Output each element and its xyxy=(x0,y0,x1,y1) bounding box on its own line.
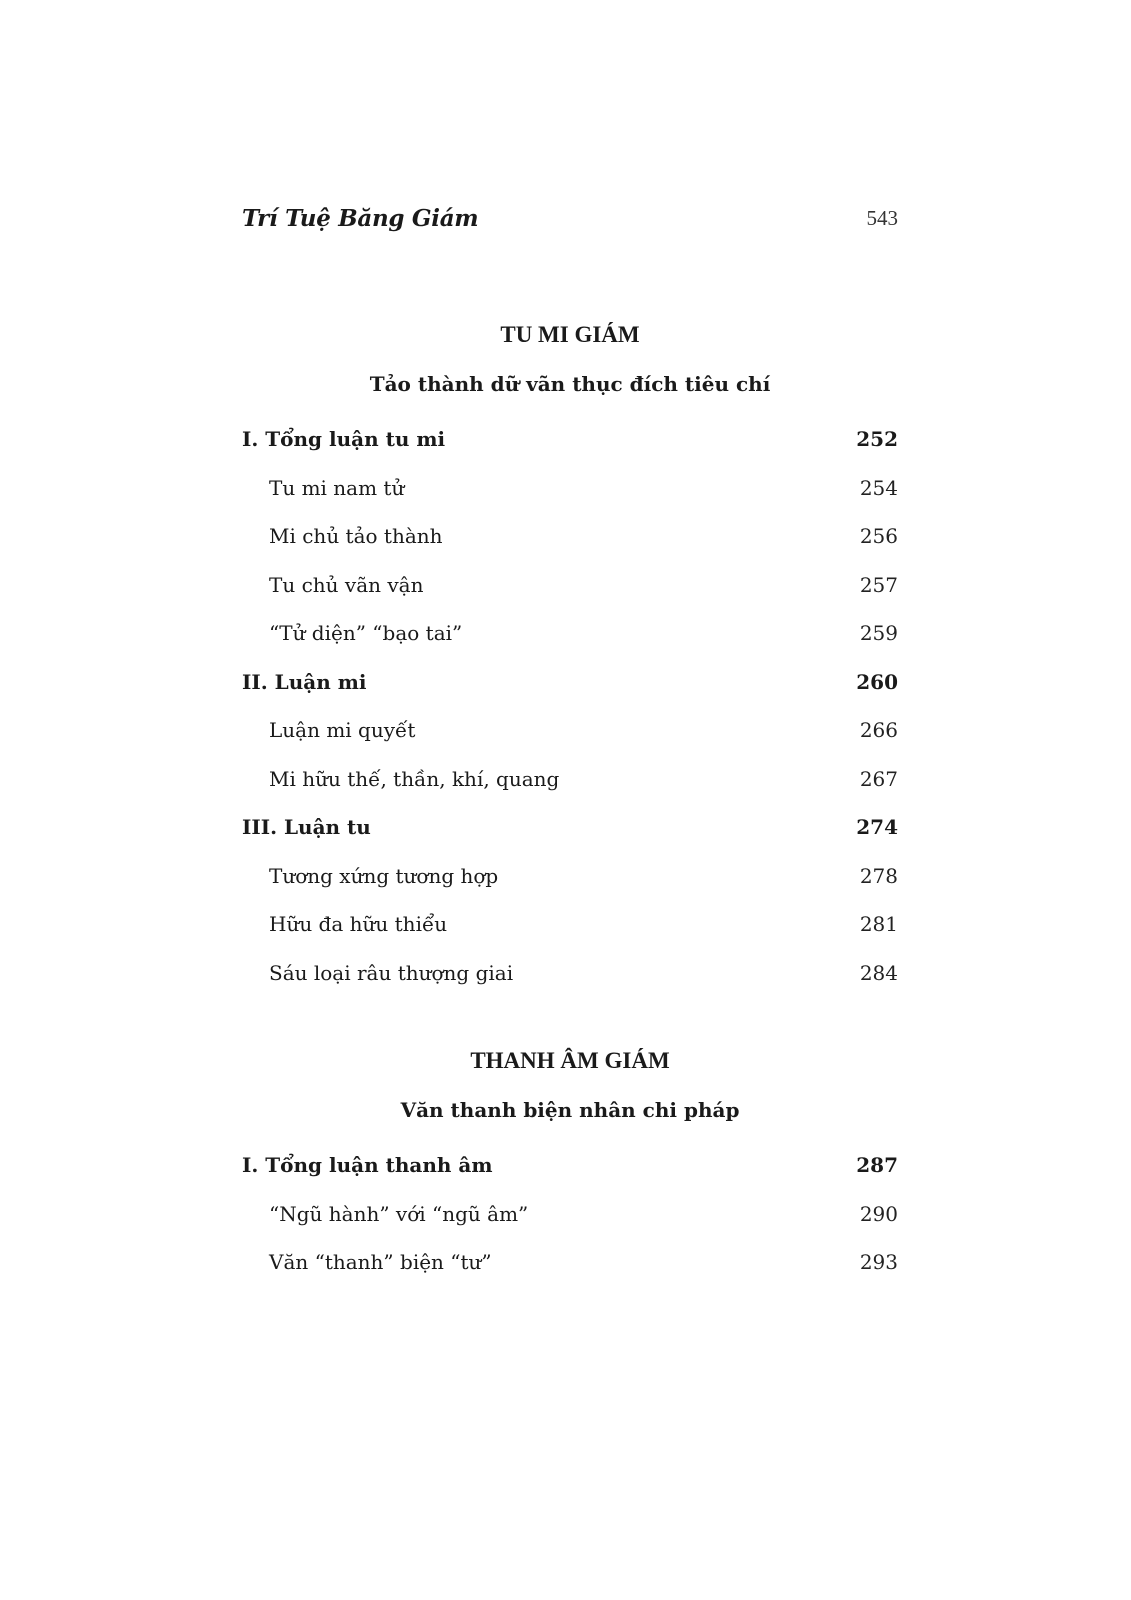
toc-entry-label: Mi chủ tảo thành xyxy=(269,524,443,549)
toc-entry-page: 281 xyxy=(859,912,898,937)
toc-entry-page: 287 xyxy=(856,1153,898,1178)
toc-entry-page: 259 xyxy=(859,621,898,646)
toc-entry-label: I. Tổng luận thanh âm xyxy=(242,1153,493,1178)
toc-entry-label: Mi hữu thế, thần, khí, quang xyxy=(269,766,560,791)
section-subtitle: Văn thanh biện nhân chi pháp xyxy=(400,1098,740,1122)
toc-list xyxy=(242,1141,898,1287)
toc-entry-label: Tu mi nam tử xyxy=(269,475,405,500)
toc-entry[interactable] xyxy=(242,900,898,949)
toc-entry[interactable] xyxy=(242,852,898,901)
toc-entry-label: Sáu loại râu thượng giai xyxy=(269,960,514,985)
toc-entry-page: 266 xyxy=(859,718,898,743)
toc-entry[interactable] xyxy=(242,706,898,755)
toc-entry[interactable] xyxy=(242,658,898,707)
toc-entry-page: 260 xyxy=(856,669,898,694)
toc-entry[interactable] xyxy=(242,949,898,998)
toc-entry-label: Hữu đa hữu thiểu xyxy=(269,912,448,937)
book-title: Trí Tuệ Băng Giám xyxy=(242,204,479,232)
toc-entry[interactable] xyxy=(242,464,898,513)
toc-list xyxy=(242,415,898,997)
toc-entry-page: 274 xyxy=(856,815,898,840)
toc-entry-label: Luận mi quyết xyxy=(269,718,416,743)
toc-entry-page: 252 xyxy=(856,427,898,452)
toc-entry-label: II. Luận mi xyxy=(242,669,367,694)
toc-entry-label: Tương xứng tương hợp xyxy=(269,863,499,888)
toc-entry[interactable] xyxy=(242,803,898,852)
toc-entry-page: 284 xyxy=(859,960,898,985)
page-number: 543 xyxy=(866,205,898,230)
toc-entry-label: Tu chủ vãn vận xyxy=(269,572,424,597)
toc-entry-page: 267 xyxy=(859,766,898,791)
toc-entry[interactable] xyxy=(242,1190,898,1239)
toc-entry-page: 290 xyxy=(859,1201,898,1226)
toc-entry[interactable] xyxy=(242,609,898,658)
toc-entry[interactable] xyxy=(242,1238,898,1287)
section-subtitle: Tảo thành dữ vãn thục đích tiêu chí xyxy=(369,372,771,396)
toc-entry-label: Văn “thanh” biện “tư” xyxy=(269,1250,492,1275)
toc-entry-label: III. Luận tu xyxy=(242,815,371,840)
toc-entry[interactable] xyxy=(242,755,898,804)
toc-entry-page: 293 xyxy=(859,1250,898,1275)
toc-entry[interactable] xyxy=(242,561,898,610)
toc-entry-label: I. Tổng luận tu mi xyxy=(242,427,446,452)
toc-entry-page: 257 xyxy=(859,572,898,597)
toc-section-thanh-am-giam xyxy=(242,1043,898,1287)
toc-entry-label: “Tử diện” “bạo tai” xyxy=(269,621,463,646)
toc-entry[interactable] xyxy=(242,512,898,561)
toc-entry-page: 256 xyxy=(859,524,898,549)
section-title: THANH ÂM GIÁM xyxy=(470,1048,670,1073)
toc-entry[interactable] xyxy=(242,1141,898,1190)
toc-entry-page: 254 xyxy=(859,475,898,500)
running-header xyxy=(242,200,898,236)
toc-entry[interactable] xyxy=(242,415,898,464)
toc-entry-label: “Ngũ hành” với “ngũ âm” xyxy=(269,1201,529,1226)
toc-section-tu-mi-giam xyxy=(242,317,898,997)
section-title: TU MI GIÁM xyxy=(500,322,640,347)
toc-entry-page: 278 xyxy=(859,863,898,888)
